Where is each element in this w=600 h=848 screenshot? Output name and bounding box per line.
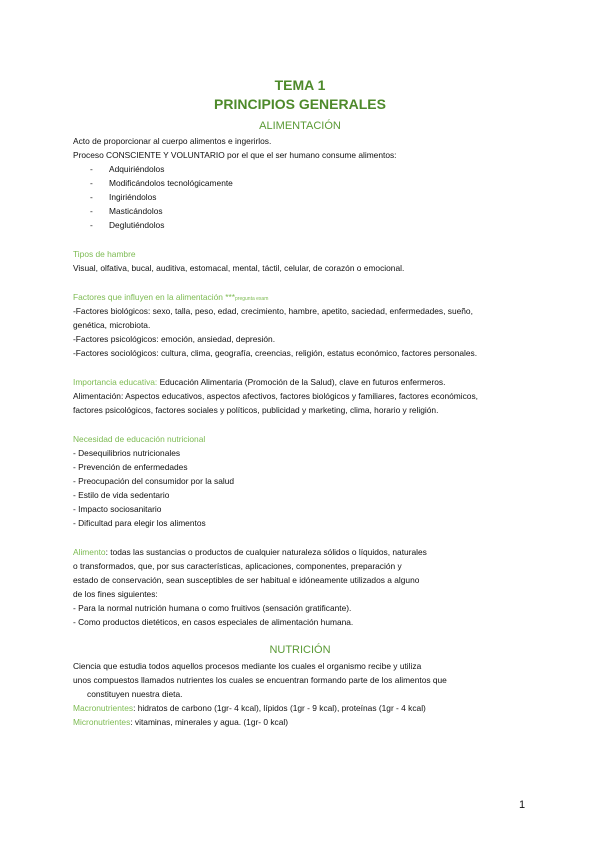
paragraph-line: Visual, olfativa, bucal, auditiva, estomacal, mental, táctil, celular, de corazón o emocional. <box>73 263 405 273</box>
list-item: - Desequilibrios nutricionales <box>73 448 181 458</box>
paragraph-line: Proceso CONSCIENTE Y VOLUNTARIO por el que el ser humano consume alimentos: <box>73 150 397 160</box>
paragraph-line: -Factores biológicos: sexo, talla, peso, edad, crecimiento, hambre, apetito, saciedad, enfermedades, sueño, <box>73 306 473 316</box>
paragraph-line: Macronutrientes: hidratos de carbono (1gr- 4 kcal), lípidos (1gr - 9 kcal), proteínas (1gr - 4 kcal) <box>73 703 426 713</box>
paragraph-line: -Factores sociológicos: cultura, clima, geografía, creencias, religión, estatus económico, factores personales. <box>73 348 478 358</box>
paragraph-line: Alimento: todas las sustancias o productos de cualquier naturaleza sólidos o líquidos, naturales <box>73 547 427 557</box>
list-item: - Prevención de enfermedades <box>73 462 188 472</box>
paragraph-line: o transformados, que, por sus características, aplicaciones, componentes, preparación y <box>73 561 402 571</box>
paragraph-line: - Para la normal nutrición humana o como fruitivos (sensación gratificante). <box>73 603 352 613</box>
list-item: - Preocupación del consumidor por la salud <box>73 476 235 486</box>
topic-subtitle: PRINCIPIOS GENERALES <box>214 96 386 112</box>
paragraph-line: - Como productos dietéticos, en casos especiales de alimentación humana. <box>73 617 354 627</box>
list-item: - Deglutiéndolos <box>90 220 165 230</box>
subheading-necesidad: Necesidad de educación nutricional <box>73 434 206 444</box>
paragraph-line: Alimentación: Aspectos educativos, aspectos afectivos, factores biológicos y familiares, factores económicos, <box>73 391 478 401</box>
subheading-alimento: Alimento <box>73 547 106 557</box>
paragraph-line: Ciencia que estudia todos aquellos procesos mediante los cuales el organismo recibe y utiliza <box>73 661 422 671</box>
page-number: 1 <box>519 799 526 811</box>
paragraph-line: -Factores psicológicos: emoción, ansiedad, depresión. <box>73 334 276 344</box>
list-item: - Adquiriéndolos <box>90 164 165 174</box>
paragraph-line: constituyen nuestra dieta. <box>87 689 183 699</box>
section-heading-alimentacion: ALIMENTACIÓN <box>259 120 341 132</box>
exam-note: pregunta exam <box>235 296 269 302</box>
section-heading-nutricion: NUTRICIÓN <box>269 644 331 656</box>
list-item: - Dificultad para elegir los alimentos <box>73 518 206 528</box>
subheading-factores: Factores que influyen en la alimentación ***pregunta exam <box>73 292 269 302</box>
macronutrientes-label: Macronutrientes <box>73 703 134 713</box>
subheading-importancia: Importancia educativa: <box>73 377 158 387</box>
paragraph-line: factores psicológicos, factores sociales y políticos, publicidad y marketing, clima, horario y religión. <box>73 405 439 415</box>
subheading-tipos-hambre: Tipos de hambre <box>73 249 136 259</box>
paragraph-line: genética, microbiota. <box>73 320 151 330</box>
list-item: - Modificándolos tecnológicamente <box>90 178 233 188</box>
paragraph-line: de los fines siguientes: <box>73 589 158 599</box>
micronutrientes-label: Micronutrientes <box>73 717 131 727</box>
list-item: - Ingiriéndolos <box>90 192 157 202</box>
paragraph-line: unos compuestos llamados nutrientes los cuales se encuentran formando parte de los alimentos que <box>73 675 447 685</box>
list-item: - Impacto sociosanitario <box>73 504 162 514</box>
paragraph-line: Acto de proporcionar al cuerpo alimentos e ingerirlos. <box>73 136 272 146</box>
list-item: - Masticándolos <box>90 206 163 216</box>
paragraph-line: Micronutrientes: vitaminas, minerales y agua. (1gr- 0 kcal) <box>73 717 289 727</box>
list-item: - Estilo de vida sedentario <box>73 490 170 500</box>
paragraph-line: Importancia educativa: Educación Alimentaria (Promoción de la Salud), clave en futuros enfermeros. <box>73 377 446 387</box>
paragraph-line: estado de conservación, sean susceptibles de ser habitual e idóneamente utilizados a alguno <box>73 575 420 585</box>
topic-title: TEMA 1 <box>274 77 326 93</box>
